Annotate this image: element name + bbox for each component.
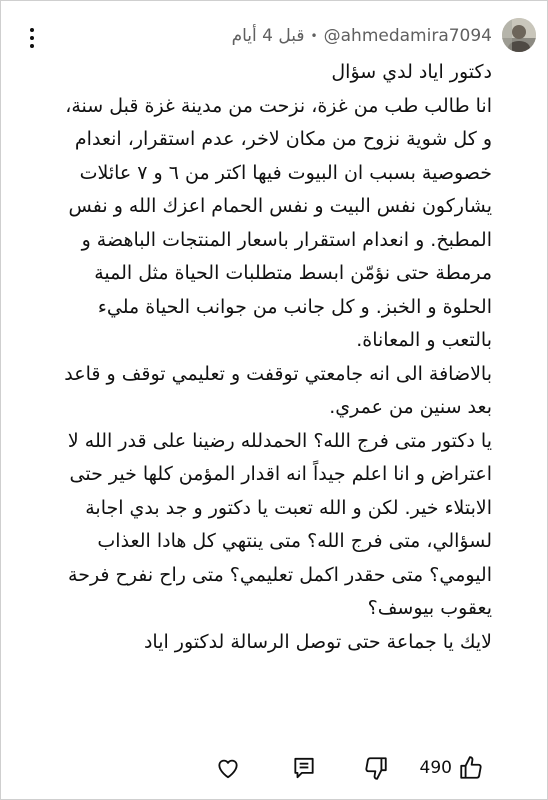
- comment-paragraph: دكتور اياد لدي سؤال: [331, 61, 492, 83]
- header-separator: •: [310, 29, 318, 43]
- comment-actions: [0, 748, 548, 788]
- reply-button[interactable]: [286, 752, 322, 784]
- heart-button[interactable]: [210, 752, 246, 784]
- reply-comment-icon: [291, 755, 317, 781]
- like-count: 490: [419, 758, 452, 778]
- author-handle[interactable]: @ahmedamira7094: [323, 26, 492, 46]
- comment-time: قبل 4 أيام: [231, 26, 305, 46]
- thumb-up-icon: [458, 755, 484, 781]
- thumb-down-icon: [363, 755, 389, 781]
- comment-paragraph: بالاضافة الى انه جامعتي توقفت و تعليمي توقف و قاعد بعد سنين من عمري.: [64, 362, 492, 418]
- more-options-button[interactable]: [22, 24, 42, 52]
- comment-paragraph: يا دكتور متى فرج الله؟ الحمدلله رضينا على قدر الله لا اعتراض و انا اعلم جيداً انه اقدار المؤمن كلها خير حتى الابتلاء خير. لكن و الله تعبت يا دكتور و جد بدي اجابة لسؤالي، متى فرج الله؟ متى ينتهي كل هادا العذاب اليومي؟ متى حقدر اكمل تعليمي؟ متى راح نفرح فرحة يعقوب بيوسف؟: [67, 429, 492, 619]
- like-button[interactable]: [420, 752, 484, 784]
- comment-header: [72, 24, 492, 48]
- comment-paragraph: لايك يا جماعة حتى توصل الرسالة لدكتور اياد: [143, 630, 492, 653]
- heart-icon: [215, 755, 241, 781]
- dislike-button[interactable]: [358, 752, 394, 784]
- avatar-photo-icon: [502, 18, 536, 52]
- comment-paragraph: انا طالب طب من غزة، نزحت من مدينة غزة قبل سنة، و كل شوية نزوح من مكان لاخر، عدم استقرار، انعدام خصوصية بسبب ان البيوت فيها اكتر من ٦ و ٧ عائلات يشاركون نفس البيت و نفس الحمام اعزك الله و نفس المطبخ. و انعدام استقرار باسعار المنتجات الباهضة و مرمطة حتى نؤمّن ابسط متطلبات الحياة مثل المية الحلوة و الخبز. و كل جانب من جوانب الحياة مليء بالتعب و المعاناة.: [65, 94, 492, 351]
- avatar[interactable]: [502, 18, 536, 52]
- comment-body: [52, 56, 492, 659]
- more-vertical-icon: [30, 28, 34, 32]
